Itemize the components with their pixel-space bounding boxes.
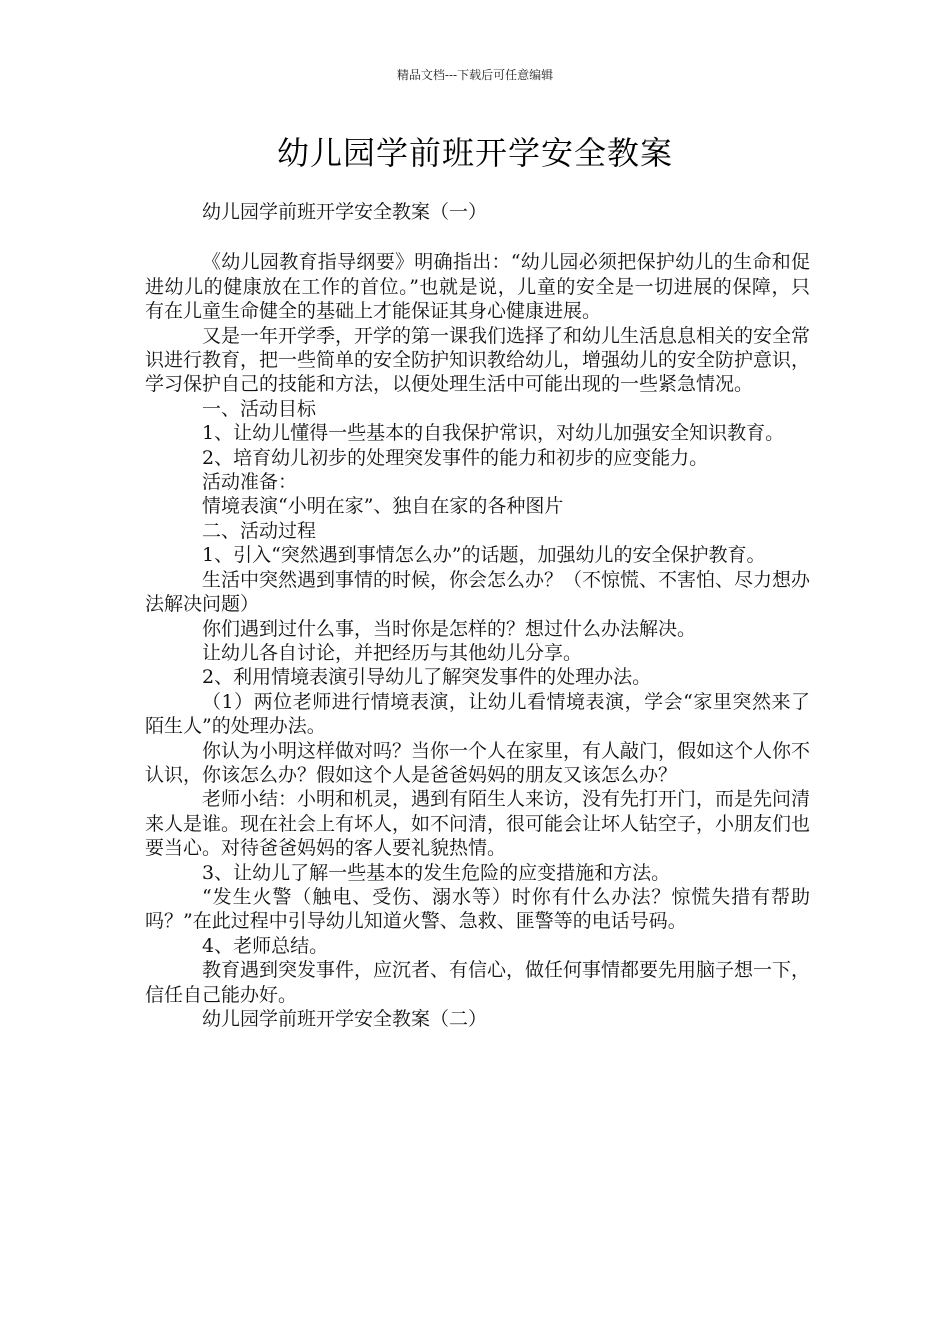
paragraph: 情境表演“小明在家”、独自在家的各种图片 <box>202 495 564 518</box>
paragraph: 生活中突然遇到事情的时候，你会怎么办？（不惊慌、不害怕、尽力想办法解决问题） <box>145 568 811 616</box>
paragraph: 《幼儿园教育指导纲要》明确指出：“幼儿园必须把保护幼儿的生命和促进幼儿的健康放在工作的首位。”也就是说，儿童的安全是一切进展的保障，只有在儿童生命健全的基础上才能保证其身心健康进展。 <box>145 251 810 323</box>
section-heading: 一、活动目标 <box>202 397 317 420</box>
paragraph: 你认为小明这样做对吗？当你一个人在家里，有人敲门，假如这个人你不认识，你该怎么办？假如这个人是爸爸妈妈的朋友又该怎么办？ <box>145 739 811 786</box>
section-heading-2: 幼儿园学前班开学安全教案（二） <box>202 1008 488 1030</box>
paragraph: 活动准备： <box>202 471 298 494</box>
paragraph: 老师小结：小明和机灵，遇到有陌生人来访，没有先打开门，而是先问清来人是谁。现在社会上有坏人，如不问清，很可能会让坏人钻空子，小朋友们也要当心。对待爸爸妈妈的客人要礼貌热情。 <box>145 788 811 860</box>
paragraph: 1、引入“突然遇到事情怎么办”的话题，加强幼儿的安全保护教育。 <box>202 544 766 567</box>
section-heading: 二、活动过程 <box>202 519 317 542</box>
paragraph: 让幼儿各自讨论，并把经历与其他幼儿分享。 <box>202 641 583 664</box>
paragraph: 你们遇到过什么事，当时你是怎样的？想过什么办法解决。 <box>202 617 697 640</box>
paragraph: “发生火警（触电、受伤、溺水等）时你有什么办法？惊慌失措有帮助吗？”在此过程中引导幼儿知道火警、急救、匪警等的电话号码。 <box>145 885 810 933</box>
paragraph: 教育遇到突发事件，应沉者、有信心，做任何事情都要先用脑子想一下，信任自己能办好。 <box>145 959 811 1006</box>
paragraph: 1、让幼儿懂得一些基本的自我保护常识，对幼儿加强安全知识教育。 <box>202 422 785 445</box>
section-heading-1: 幼儿园学前班开学安全教案（一） <box>202 201 488 223</box>
paragraph: 3、让幼儿了解一些基本的发生危险的应变措施和方法。 <box>202 861 671 884</box>
paragraph: 4、老师总结。 <box>202 934 329 957</box>
paragraph: 2、培育幼儿初步的处理突发事件的能力和初步的应变能力。 <box>202 446 709 469</box>
paragraph: （1）两位老师进行情境表演，让幼儿看情境表演，学会“家里突然来了陌生人”的处理办法。 <box>145 690 810 738</box>
page-header: 精品文档---下载后可任意编辑 <box>396 68 554 82</box>
paragraph: 2、利用情境表演引导幼儿了解突发事件的处理办法。 <box>202 666 652 689</box>
paragraph: 又是一年开学季，开学的第一课我们选择了和幼儿生活息息相关的安全常识进行教育，把一些简单的安全防护知识教给幼儿，增强幼儿的安全防护意识，学习保护自己的技能和方法，以便处理生活中可能出现的一些紧急情况。 <box>145 324 811 396</box>
document-title: 幼儿园学前班开学安全教案 <box>276 134 673 172</box>
document-body <box>145 200 810 1031</box>
